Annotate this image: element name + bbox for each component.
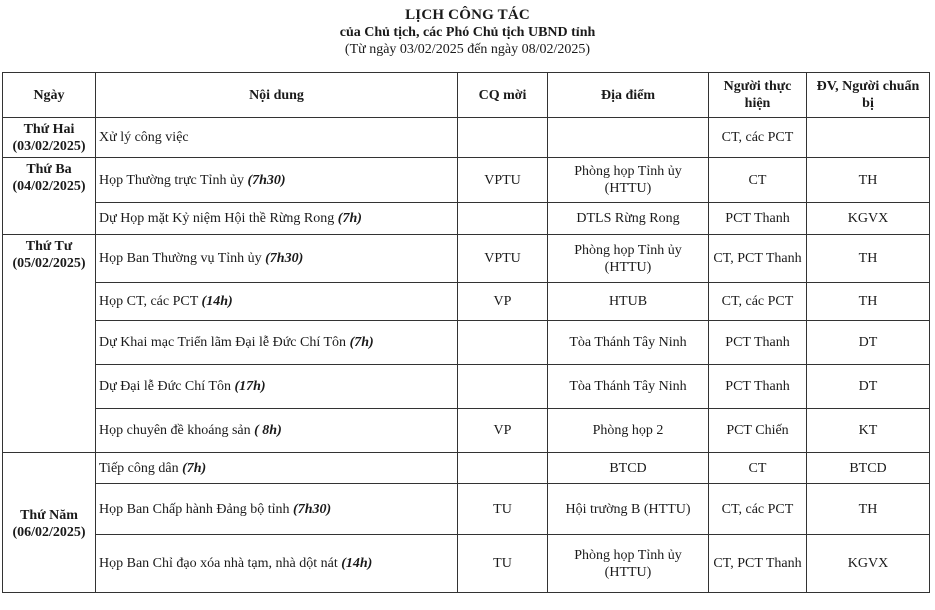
content-cell [96,484,458,535]
content-text: Họp Ban Chỉ đạo xóa nhà tạm, nhà dột nát [99,556,338,571]
location-cell: DTLS Rừng Rong [548,203,709,235]
table-row [3,535,930,593]
preparer-cell: KGVX [807,535,930,593]
content-time: (7h) [337,211,362,226]
location-cell: Tòa Thánh Tây Ninh [548,321,709,365]
executor-cell: CT, PCT Thanh [709,535,807,593]
inviter-cell [458,365,548,409]
table-row [3,321,930,365]
inviter-cell: TU [458,535,548,593]
day-cell [3,235,96,453]
day-name: Thứ Năm [20,508,78,523]
content-cell [96,321,458,365]
content-cell [96,365,458,409]
inviter-cell: VPTU [458,235,548,283]
column-header-day: Ngày [3,73,96,118]
content-text: Tiếp công dân [99,460,179,476]
inviter-cell [458,203,548,235]
inviter-cell: VP [458,409,548,453]
content-text: Họp Thường trực Tỉnh ủy [99,172,244,188]
inviter-cell [458,321,548,365]
table-header-row [3,73,930,118]
inviter-cell: TU [458,484,548,535]
executor-cell: PCT Chiến [709,409,807,453]
table-row [3,118,930,158]
content-cell [96,203,458,235]
content-time: (7h) [182,460,207,476]
location-cell: Phòng họp Tỉnh ủy (HTTU) [548,158,709,203]
content-time: (7h) [349,335,374,350]
inviter-cell: VP [458,283,548,321]
content-cell [96,158,458,203]
location-cell: Tòa Thánh Tây Ninh [548,365,709,409]
location-cell: Hội trường B (HTTU) [548,484,709,535]
preparer-cell [807,118,930,158]
table-row [3,409,930,453]
content-cell [96,118,458,158]
content-text: Họp chuyên đề khoáng sản [99,423,251,438]
document-subtitle: của Chủ tịch, các Phó Chủ tịch UBND tỉnh [339,25,596,40]
document-date-range: (Từ ngày 03/02/2025 đến ngày 08/02/2025) [344,42,591,57]
preparer-cell: KGVX [807,203,930,235]
day-cell [3,118,96,158]
location-cell: Phòng họp 2 [548,409,709,453]
table-row [3,365,930,409]
content-time: (7h30) [265,251,304,266]
content-text: Dự Khai mạc Triển lãm Đại lễ Đức Chí Tôn [99,335,347,350]
executor-cell: CT, PCT Thanh [709,235,807,283]
content-time: ( 8h) [254,423,282,438]
preparer-cell: DT [807,321,930,365]
executor-cell: CT [709,158,807,203]
content-cell [96,235,458,283]
day-date: (04/02/2025) [12,179,86,194]
content-cell [96,535,458,593]
content-text: Họp Ban Chấp hành Đảng bộ tỉnh [99,501,290,517]
content-text: Dự Đại lễ Đức Chí Tôn [99,379,231,394]
location-cell [548,118,709,158]
day-name: Thứ Hai [23,122,75,137]
content-cell [96,453,458,484]
preparer-cell: TH [807,283,930,321]
day-name: Thứ Ba [26,162,72,177]
content-text: Xử lý công việc [99,130,189,145]
executor-cell: CT, các PCT [709,283,807,321]
column-header-location: Địa điểm [548,73,709,118]
column-header-preparer: ĐV, Người chuẩn bị [807,73,930,118]
table-row [3,203,930,235]
executor-cell: CT, các PCT [709,118,807,158]
location-cell: BTCD [548,453,709,484]
content-time: (17h) [234,379,266,394]
executor-cell: PCT Thanh [709,365,807,409]
content-time: (14h) [341,556,373,571]
document-header [0,6,935,58]
table-row [3,235,930,283]
location-cell: HTUB [548,283,709,321]
content-text: Họp Ban Thường vụ Tỉnh ủy [99,251,262,266]
content-time: (7h30) [293,501,332,517]
location-cell: Phòng họp Tỉnh ủy (HTTU) [548,235,709,283]
column-header-content: Nội dung [96,73,458,118]
inviter-cell [458,118,548,158]
day-cell [3,158,96,235]
table-row [3,484,930,535]
table-row [3,158,930,203]
inviter-cell: VPTU [458,158,548,203]
executor-cell: CT [709,453,807,484]
day-date: (05/02/2025) [12,256,86,271]
preparer-cell: TH [807,484,930,535]
inviter-cell [458,453,548,484]
table-row [3,283,930,321]
content-cell [96,283,458,321]
column-header-inviter: CQ mời [458,73,548,118]
content-text: Dự Họp mặt Kỷ niệm Hội thề Rừng Rong [99,211,335,226]
executor-cell: PCT Thanh [709,203,807,235]
preparer-cell: KT [807,409,930,453]
preparer-cell: TH [807,235,930,283]
schedule-table [2,72,930,593]
document-title: LỊCH CÔNG TÁC [405,7,530,23]
location-cell: Phòng họp Tỉnh ủy (HTTU) [548,535,709,593]
content-cell [96,409,458,453]
preparer-cell: DT [807,365,930,409]
preparer-cell: TH [807,158,930,203]
preparer-cell: BTCD [807,453,930,484]
column-header-executor: Người thực hiện [709,73,807,118]
day-date: (06/02/2025) [12,525,86,540]
day-name: Thứ Tư [25,239,73,254]
content-time: (14h) [201,294,233,309]
executor-cell: PCT Thanh [709,321,807,365]
content-text: Họp CT, các PCT [99,294,199,309]
day-cell [3,453,96,593]
executor-cell: CT, các PCT [709,484,807,535]
table-row [3,453,930,484]
content-time: (7h30) [247,172,286,188]
day-date: (03/02/2025) [12,139,86,154]
